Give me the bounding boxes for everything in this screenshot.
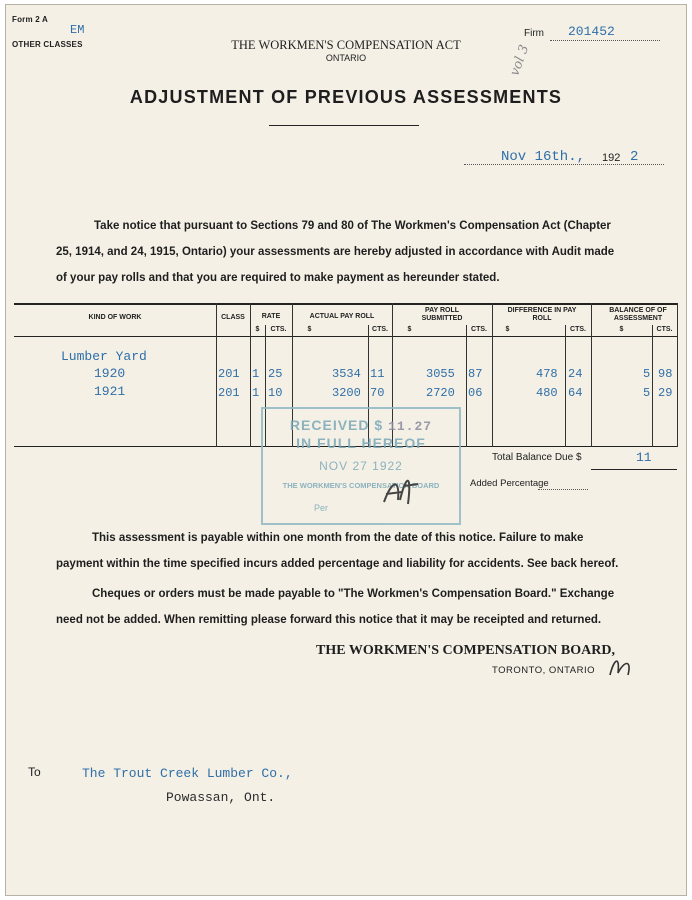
stamp-initials-icon bbox=[378, 470, 428, 512]
received-stamp bbox=[261, 407, 461, 525]
row-1920-actual-cts: 11 bbox=[370, 367, 385, 381]
terms-line-4: need not be added. When remitting please forward this notice that it may be receipted and returned. bbox=[56, 614, 602, 626]
signature-city: TORONTO, ONTARIO bbox=[492, 665, 596, 676]
row-1920-actual-dollar: 3534 bbox=[332, 367, 361, 381]
header-difference-cts: CTS. bbox=[570, 326, 586, 333]
row-1921-actual-cts: 70 bbox=[370, 386, 385, 400]
header-submitted-dollar: $ bbox=[407, 326, 412, 333]
row-1920-balance-cts: 98 bbox=[658, 367, 673, 381]
handwritten-note: vol 3 bbox=[507, 43, 533, 78]
row-1920-rate-cts: 25 bbox=[268, 367, 283, 381]
row-1921-balance-dollar: 5 bbox=[643, 386, 651, 400]
header-kind-of-work: KIND OF WORK bbox=[88, 314, 142, 321]
firm-number: 201452 bbox=[568, 24, 615, 39]
header-difference: DIFFERENCE IN PAY ROLL bbox=[507, 307, 577, 322]
terms-line-1: This assessment is payable within one month from the date of this notice. Failure to make bbox=[92, 532, 584, 544]
total-underline bbox=[591, 469, 677, 470]
row-1921-difference-cts: 64 bbox=[568, 386, 583, 400]
header-class: CLASS bbox=[221, 314, 245, 321]
year-prefix: 192 bbox=[602, 152, 621, 164]
row-1921-rate-dollar: 1 bbox=[252, 386, 260, 400]
notice-line-1: Take notice that pursuant to Sections 79 and 80 of The Workmen's Compensation Act (Chapter bbox=[94, 220, 611, 232]
row-1920-balance-dollar: 5 bbox=[643, 367, 651, 381]
stamp-full-hereof: IN FULL HEREOF bbox=[296, 435, 426, 451]
kind-of-work-value: Lumber Yard bbox=[61, 349, 147, 364]
header-actual-cts: CTS. bbox=[372, 326, 388, 333]
header-balance-dollar: $ bbox=[619, 326, 624, 333]
page-title: ADJUSTMENT OF PREVIOUS ASSESSMENTS bbox=[129, 87, 563, 107]
notice-line-3: of your pay rolls and that you are required to make payment as hereunder stated. bbox=[56, 272, 500, 284]
header-rate-dollar: $ bbox=[255, 326, 260, 333]
terms-line-3: Cheques or orders must be made payable to "The Workmen's Compensation Board." Exchange bbox=[92, 588, 615, 600]
act-title: THE WORKMEN'S COMPENSATION ACT bbox=[231, 38, 461, 52]
stamp-received-label: RECEIVED $ 11.27 bbox=[289, 417, 433, 434]
row-1920-difference-cts: 24 bbox=[568, 367, 583, 381]
address-to-label: To bbox=[28, 765, 41, 779]
header-balance-cts: CTS. bbox=[656, 326, 673, 333]
row-1921-submitted-cts: 06 bbox=[468, 386, 483, 400]
added-percentage-label: Added Percentage bbox=[470, 478, 549, 489]
firm-label: Firm bbox=[524, 28, 544, 39]
table-header-border bbox=[14, 336, 678, 337]
row-1920-submitted-cts: 87 bbox=[468, 367, 483, 381]
row-1920-submitted-dollar: 3055 bbox=[426, 367, 455, 381]
added-percentage-line bbox=[538, 489, 588, 490]
header-rate: RATE bbox=[261, 313, 281, 320]
header-actual-dollar: $ bbox=[307, 326, 312, 333]
header-balance: BALANCE OF OF ASSESSMENT bbox=[609, 307, 667, 322]
row-1921-class: 201 bbox=[218, 386, 240, 400]
row-1921-difference-dollar: 480 bbox=[536, 386, 558, 400]
terms-line-2: payment within the time specified incurs added percentage and liability for accidents. See back hereof. bbox=[56, 558, 619, 570]
signature-board: THE WORKMEN'S COMPENSATION BOARD, bbox=[316, 643, 615, 658]
year-digit: 2 bbox=[630, 149, 639, 165]
assessment-form bbox=[5, 4, 687, 896]
row-1920-difference-dollar: 478 bbox=[536, 367, 558, 381]
notice-date: Nov 16th., bbox=[501, 149, 586, 165]
stamp-board: THE WORKMEN'S COMPENSATION BOARD bbox=[282, 481, 440, 490]
stamp-date: NOV 27 1922 bbox=[319, 459, 403, 473]
stamp-per-label: Per bbox=[313, 503, 328, 513]
total-balance-value: 11 bbox=[636, 450, 652, 465]
title-underline bbox=[269, 125, 419, 126]
header-rate-cts: CTS. bbox=[270, 326, 287, 333]
form-code: EM bbox=[70, 23, 85, 37]
address-name: The Trout Creek Lumber Co., bbox=[82, 766, 293, 781]
table-top-border bbox=[14, 303, 678, 305]
row-1921-balance-cts: 29 bbox=[658, 386, 673, 400]
header-actual-pay-roll: ACTUAL PAY ROLL bbox=[309, 313, 375, 320]
notice-line-2: 25, 1914, and 24, 1915, Ontario) your assessments are hereby adjusted in accordance with Audit made bbox=[56, 246, 615, 258]
header-submitted-cts: CTS. bbox=[471, 326, 487, 333]
row-1921-actual-dollar: 3200 bbox=[332, 386, 361, 400]
header-pay-roll-submitted: PAY ROLL SUBMITTED bbox=[421, 307, 463, 322]
total-balance-label: Total Balance Due $ bbox=[492, 452, 582, 463]
province-label: ONTARIO bbox=[325, 53, 367, 63]
firm-dotted-line bbox=[550, 40, 660, 41]
row-1920-rate-dollar: 1 bbox=[252, 367, 260, 381]
row-1921-submitted-dollar: 2720 bbox=[426, 386, 455, 400]
row-1920-year: 1920 bbox=[94, 366, 126, 381]
other-classes-label: OTHER CLASSES bbox=[12, 40, 83, 49]
address-town: Powassan, Ont. bbox=[166, 790, 276, 805]
row-1921-year: 1921 bbox=[94, 384, 126, 399]
form-number: Form 2 A bbox=[12, 15, 48, 24]
signature-initials-icon bbox=[606, 651, 636, 681]
row-1920-class: 201 bbox=[218, 367, 240, 381]
header-difference-dollar: $ bbox=[505, 326, 510, 333]
row-1921-rate-cts: 10 bbox=[268, 386, 283, 400]
